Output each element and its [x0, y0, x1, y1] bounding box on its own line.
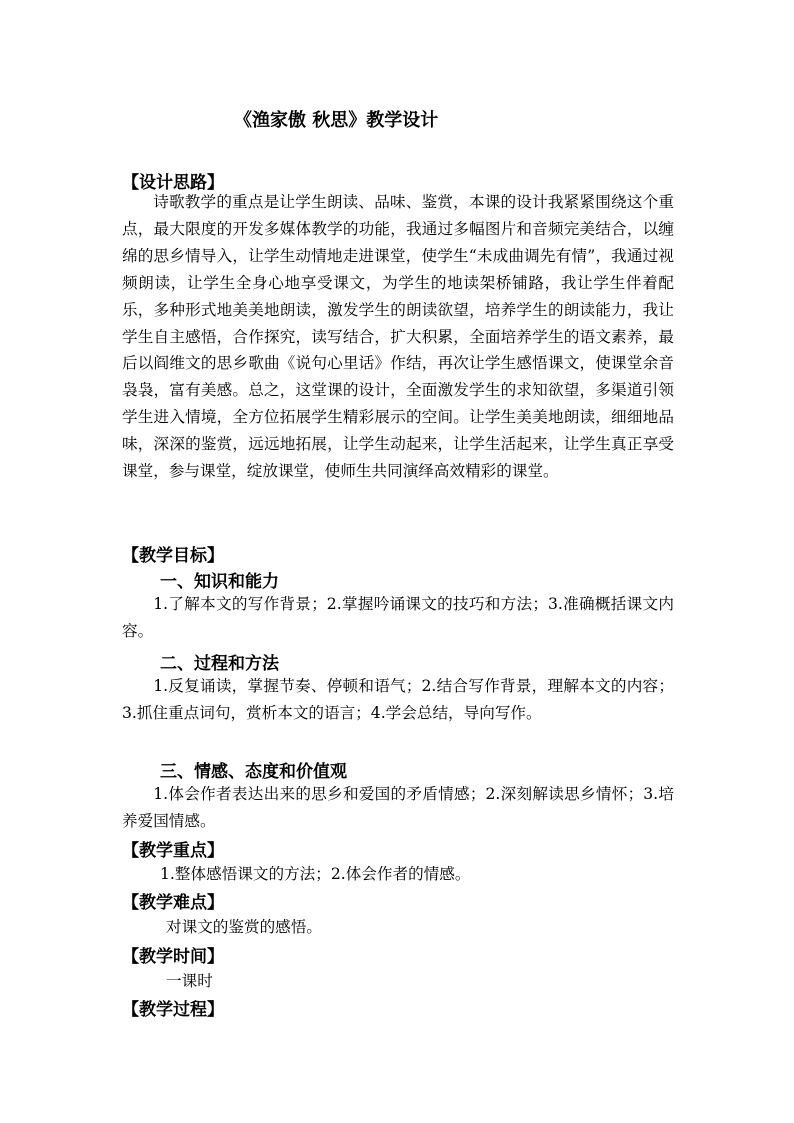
section-heading-time: 【教学时间】: [122, 947, 224, 967]
page-title: 《渔家傲 秋思》教学设计: [234, 110, 439, 131]
design-paragraph: 诗歌教学的重点是让学生朗读、品味、鉴赏，本课的设计我紧紧围绕这个重点，最大限度的开发多媒体教学的功能，我通过多幅图片和音频完美结合，以缠绵的思乡情导入，让学生动情地走进课堂，使学生“未成曲调先有情”，我通过视频朗读，让学生全身心地享受课文，为学生的地读架桥铺路，我让学生伴着配乐，多种形式地美美地朗读，激发学生的朗读欲望，培养学生的朗读能力，我让学生自主感悟，合作探究，读写结合，扩大积累，全面培养学生的语文素养，最后以阎维文的思乡歌曲《说句心里话》作结，再次让学生感悟课文，使课堂余音袅袅，富有美感。总之，这堂课的设计，全面激发学生的求知欲望，多渠道引领学生进入情境，全方位拓展学生精彩展示的空间。让学生美美地朗读，细细地品味，深深的鉴赏，远远地拓展，让学生动起来，让学生活起来，让学生真正享受课堂，参与课堂，绽放课堂，使师生共同演绎高效精彩的课堂。: [122, 193, 674, 481]
goal2-paragraph: 1.反复诵读，掌握节奏、停顿和语气；2.结合写作背景，理解本文的内容；3.抓住重点词句，赏析本文的语言；4.学会总结，导向写作。: [122, 677, 674, 722]
goal3-paragraph: 1.体会作者表达出来的思乡和爱国的矛盾情感；2.深刻解读思乡情怀；3.培养爱国情感。: [122, 785, 674, 830]
goal1-paragraph: 1.了解本文的写作背景；2.掌握吟诵课文的技巧和方法；3.准确概括课文内容。: [122, 595, 674, 640]
key-text: 1.整体感悟课文的方法；2.体会作者的情感。: [160, 865, 471, 883]
subheading-process: 二、过程和方法: [160, 654, 279, 674]
difficulty-text: 对课文的鉴赏的感悟。: [166, 918, 322, 936]
time-text: 一课时: [166, 972, 213, 990]
section-heading-difficulty: 【教学难点】: [122, 893, 224, 913]
section-heading-design: 【设计思路】: [122, 173, 224, 193]
subheading-emotion: 三、情感、态度和价值观: [160, 762, 347, 782]
section-heading-goals: 【教学目标】: [122, 546, 224, 566]
subheading-knowledge: 一、知识和能力: [160, 572, 279, 592]
section-heading-key: 【教学重点】: [122, 841, 224, 861]
section-heading-process: 【教学过程】: [122, 1000, 224, 1020]
